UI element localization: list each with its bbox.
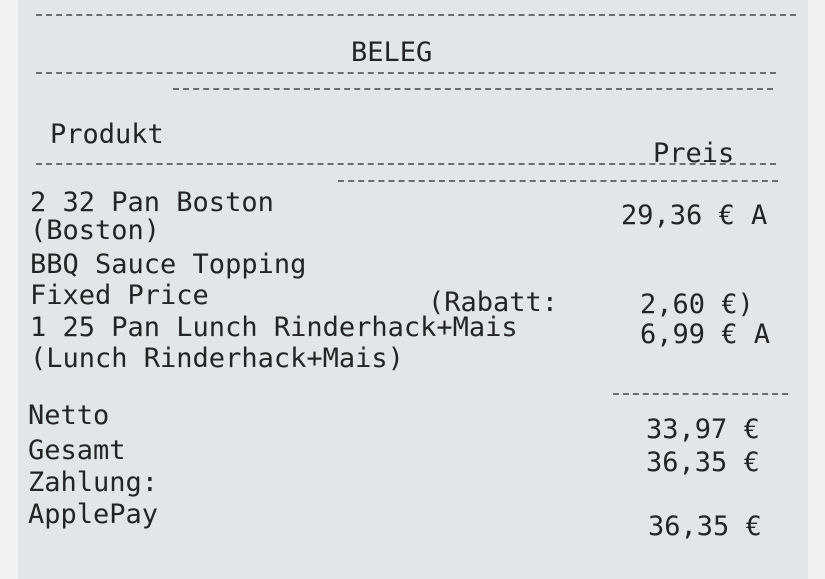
product-header: Produkt [50, 119, 164, 150]
title-divider-lower [173, 88, 773, 90]
payment-method-value: 36,35 € [648, 511, 762, 542]
item-4-price: 6,99 € A [640, 319, 771, 350]
header-divider [36, 163, 776, 165]
item-3-discount-note: (Rabatt: [428, 287, 559, 318]
receipt-title: BELEG [351, 37, 433, 68]
item-3-discount-value: 2,60 €) [640, 289, 754, 320]
item-2-name: BBQ Sauce Topping [30, 249, 307, 280]
header-divider-lower [338, 180, 778, 182]
netto-label: Netto [28, 400, 110, 431]
gesamt-label: Gesamt [28, 435, 126, 466]
item-1-price: 29,36 € A [621, 200, 768, 231]
totals-divider [613, 393, 788, 395]
title-divider [36, 72, 776, 74]
item-1-variant: (Boston) [30, 215, 161, 246]
receipt [18, 0, 808, 579]
item-4-variant: (Lunch Rinderhack+Mais) [30, 343, 404, 374]
item-3-name: Fixed Price [30, 280, 209, 311]
paper-background-right [808, 0, 825, 579]
price-header: Preis [653, 138, 735, 169]
item-1-name: 2 32 Pan Boston [30, 187, 274, 218]
payment-method-label: ApplePay [28, 499, 159, 530]
netto-value: 33,97 € [646, 414, 760, 445]
paper-background-left [0, 0, 18, 579]
top-divider [36, 14, 796, 16]
zahlung-label: Zahlung: [28, 467, 159, 498]
item-4-name: 1 25 Pan Lunch Rinderhack+Mais [30, 312, 518, 343]
gesamt-value: 36,35 € [646, 447, 760, 478]
